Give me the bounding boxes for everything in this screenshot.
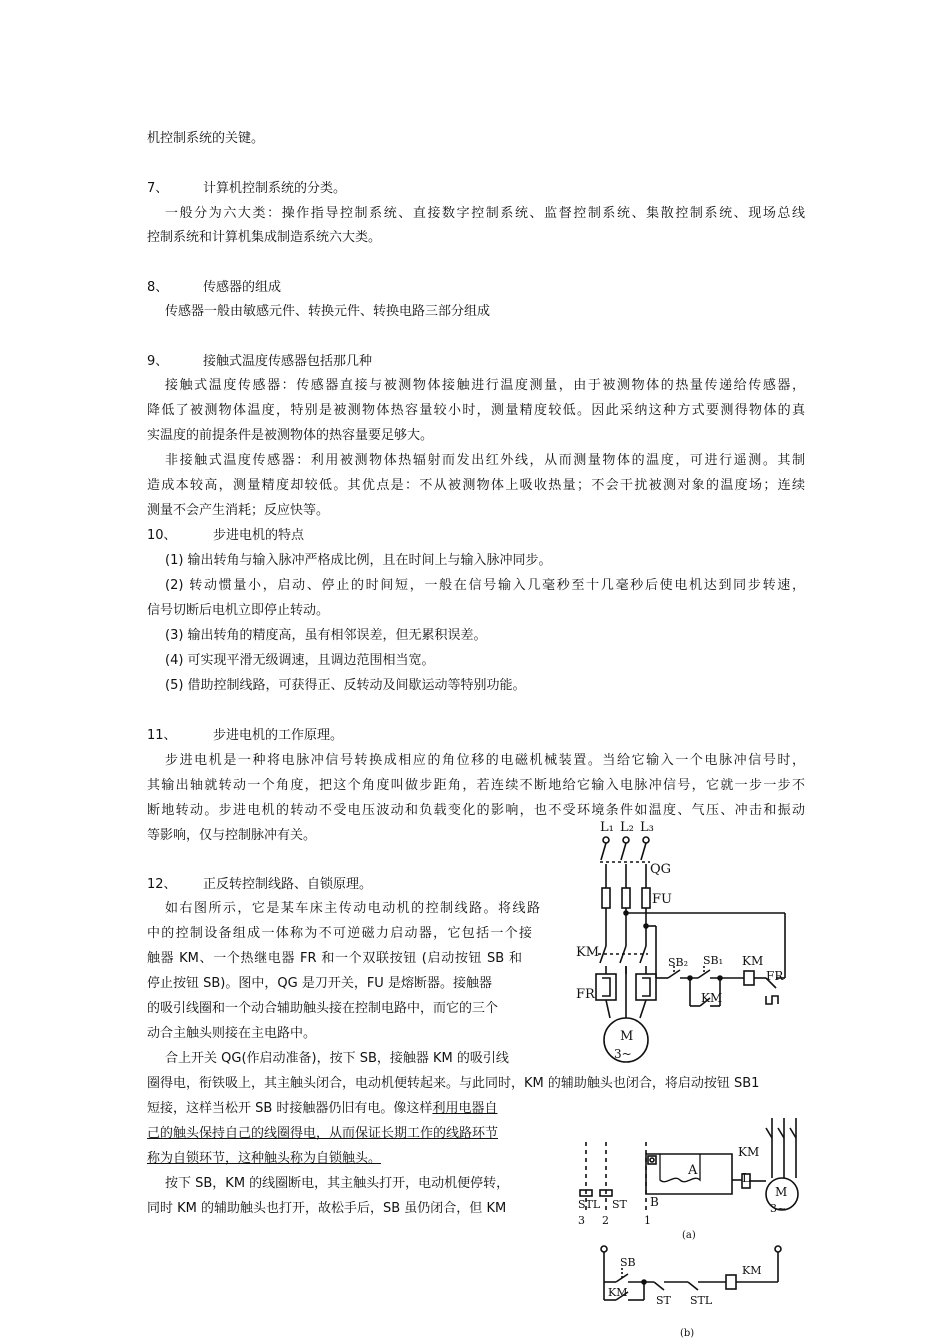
label-km-aux: KM bbox=[701, 991, 723, 1005]
section-10-line-5: (4) 可实现平滑无级调速，且调边范围相当宽。 bbox=[165, 653, 435, 668]
travel-limit-control-circuit-b bbox=[594, 1244, 794, 1340]
section-12-line-7: 合上开关 QG(作启动准备)，按下 SB，接触器 KM 的吸引线 bbox=[165, 1051, 509, 1066]
section-9-title: 接触式温度传感器包括那几种 bbox=[203, 354, 373, 369]
label-fig-b-st: ST bbox=[656, 1294, 671, 1307]
section-12-line-4: 停止按钮 SB)。图中，QG 是刀开关，FU 是熔断器。接触器 bbox=[147, 976, 492, 991]
label-fig-a-motor-phase: 3~ bbox=[770, 1202, 787, 1215]
section-12-title: 正反转控制线路、自锁原理。 bbox=[203, 877, 373, 892]
section-7-title: 计算机控制系统的分类。 bbox=[203, 181, 347, 196]
section-11-title: 步进电机的工作原理。 bbox=[213, 728, 344, 743]
section-9-line-1: 接触式温度传感器：传感器直接与被测物体接触进行温度测量，由于被测物体的热量传递给传感器， bbox=[165, 378, 805, 393]
section-12-number: 12、 bbox=[147, 877, 177, 892]
label-motor: M bbox=[620, 1029, 634, 1044]
section-10-line-2: (2) 转动惯量小，启动、停止的时间短，一般在信号输入几毫秒至十几毫秒后使电机达到同步转速， bbox=[165, 578, 805, 593]
section-8-title: 传感器的组成 bbox=[203, 280, 282, 295]
section-11-line-4: 等影响，仅与控制脉冲有关。 bbox=[147, 828, 317, 843]
section-10-line-6: (5) 借助控制线路，可获得正、反转动及间歇运动等特别功能。 bbox=[165, 678, 526, 693]
section-11-line-1: 步进电机是一种将电脉冲信号转换成相应的角位移的电磁机械装置。当给它输入一个电脉冲信号时， bbox=[165, 753, 805, 768]
section-10-title: 步进电机的特点 bbox=[213, 528, 305, 543]
label-fig-a-n1: 1 bbox=[644, 1214, 651, 1227]
label-fr-contact: FR bbox=[766, 969, 784, 983]
label-fig-b-caption: (b) bbox=[680, 1328, 695, 1339]
self-lock-definition-line-2: 己的触头保持自己的线圈得电，从而保证长期工作的线路环节 bbox=[147, 1126, 499, 1141]
section-12-line-9 bbox=[147, 1100, 497, 1118]
section-11-line-3: 断地转动。步进电机的转动不受电压波动和负载变化的影响，也不受环境条件如温度、气压、冲击和振动 bbox=[147, 803, 805, 818]
label-fu: FU bbox=[652, 892, 672, 907]
section-11-number: 11、 bbox=[147, 728, 177, 743]
label-fig-b-sb: SB bbox=[620, 1256, 636, 1269]
label-fig-b-stl: STL bbox=[690, 1294, 713, 1307]
label-l3: L₃ bbox=[640, 820, 654, 835]
label-km-main: KM bbox=[576, 945, 600, 960]
section-12-line-8: 圈得电，衔铁吸上，其主触头闭合，电动机便转起来。与此同时，KM 的辅助触头也闭合，将启动按钮 SB1 bbox=[147, 1076, 760, 1091]
section-12-line-13: 按下 SB，KM 的线圈断电，其主触头打开，电动机便停转， bbox=[165, 1176, 510, 1191]
section-7-line-1: 一般分为六大类：操作指导控制系统、直接数字控制系统、监督控制系统、集散控制系统、现场总线 bbox=[165, 206, 805, 221]
label-fig-b-km-coil: KM bbox=[742, 1264, 762, 1277]
motor-control-circuit-diagram bbox=[570, 818, 800, 1074]
section-8-heading bbox=[147, 279, 281, 297]
label-fig-b-km-aux: KM bbox=[608, 1286, 628, 1299]
section-11-line-2: 其输出轴就转动一个角度，把这个角度叫做步距角，若连续不断地给它输入电脉冲信号，它就一步一步不 bbox=[147, 778, 805, 793]
label-qg: QG bbox=[650, 862, 672, 877]
label-motor-phase: 3~ bbox=[614, 1047, 632, 1061]
section-12-line-14: 同时 KM 的辅助触头也打开，故松手后，SB 虽仍闭合，但 KM bbox=[147, 1201, 507, 1216]
section-12-line-1: 如右图所示，它是某车床主传动电动机的控制线路。将线路 bbox=[165, 901, 540, 916]
section-12-line-9-text: 短接，这样当松开 SB 时接触器仍旧有电。像这样 bbox=[147, 1101, 433, 1116]
label-sb1: SB₁ bbox=[703, 954, 724, 967]
section-12-line-5: 的吸引线圈和一个动合辅助触头接在控制电路中，而它的三个 bbox=[147, 1001, 499, 1016]
label-fig-a-caption: (a) bbox=[682, 1230, 696, 1241]
label-l1: L₁ bbox=[600, 820, 614, 835]
label-km-coil: KM bbox=[742, 954, 764, 968]
section-9-line-2: 降低了被测物体温度，特别是被测物体热容量较小时，测量精度较低。因此采纳这种方式要测得物体的真 bbox=[147, 403, 805, 418]
section-10-line-4: (3) 输出转角的精度高，虽有相邻误差，但无累积误差。 bbox=[165, 628, 487, 643]
section-12-line-6: 动合主触头则接在主电路中。 bbox=[147, 1026, 317, 1041]
self-lock-definition-line-3: 称为自锁环节，这种触头称为自锁触头。 bbox=[147, 1151, 382, 1166]
section-10-number: 10、 bbox=[147, 528, 177, 543]
section-12-heading bbox=[147, 876, 372, 894]
label-fig-a-stl: STL bbox=[578, 1198, 601, 1211]
label-fig-a-a: A bbox=[688, 1163, 698, 1178]
section-8-line-1: 传感器一般由敏感元件、转换元件、转换电路三部分组成 bbox=[165, 304, 491, 319]
section-12-line-3: 触器 KM、一个热继电器 FR 和一个双联按钮 (启动按钮 SB 和 bbox=[147, 951, 522, 966]
label-fr: FR bbox=[576, 987, 595, 1002]
section-9-line-6: 测量不会产生消耗；反应快等。 bbox=[147, 503, 330, 518]
section-10-heading bbox=[147, 527, 304, 545]
label-fig-a-b: B bbox=[650, 1195, 659, 1209]
label-fig-a-n3: 3 bbox=[578, 1214, 585, 1227]
section-9-number: 9、 bbox=[147, 354, 169, 369]
section-7-number: 7、 bbox=[147, 181, 169, 196]
label-l2: L₂ bbox=[620, 820, 634, 835]
section-10-line-3: 信号切断后电机立即停止转动。 bbox=[147, 603, 330, 618]
section-7-line-2: 控制系统和计算机集成制造系统六大类。 bbox=[147, 230, 382, 245]
section-7-heading bbox=[147, 180, 346, 198]
section-9-line-5: 造成本较高，测量精度却较低。其优点是：不从被测物体上吸收热量；不会干扰被测对象的温度场；连续 bbox=[147, 478, 805, 493]
label-fig-a-km: KM bbox=[738, 1145, 760, 1159]
label-fig-a-motor: M bbox=[775, 1185, 788, 1199]
label-fig-a-st: ST bbox=[612, 1198, 627, 1211]
section-10-line-1: (1) 输出转角与输入脉冲严格成比例，且在时间上与输入脉冲同步。 bbox=[165, 553, 552, 568]
section-9-line-4: 非接触式温度传感器：利用被测物体热辐射而发出红外线，从而测量物体的温度，可进行遥测。其制 bbox=[165, 453, 805, 468]
section-8-number: 8、 bbox=[147, 280, 169, 295]
section-11-heading bbox=[147, 727, 343, 745]
section-9-line-3: 实温度的前提条件是被测物体的热容量要足够大。 bbox=[147, 428, 434, 443]
label-fig-a-n2: 2 bbox=[602, 1214, 609, 1227]
label-sb2: SB₂ bbox=[668, 956, 689, 969]
self-lock-definition-start: 利用电器自 bbox=[432, 1101, 498, 1116]
section-9-heading bbox=[147, 353, 372, 371]
intro-text: 机控制系统的关键。 bbox=[147, 131, 265, 146]
travel-limit-diagram-a bbox=[572, 1112, 807, 1247]
section-12-line-2: 中的控制设备组成一体称为不可逆磁力启动器，它包括一个接 bbox=[147, 926, 532, 941]
label-fig-a-l: L bbox=[742, 1171, 750, 1185]
